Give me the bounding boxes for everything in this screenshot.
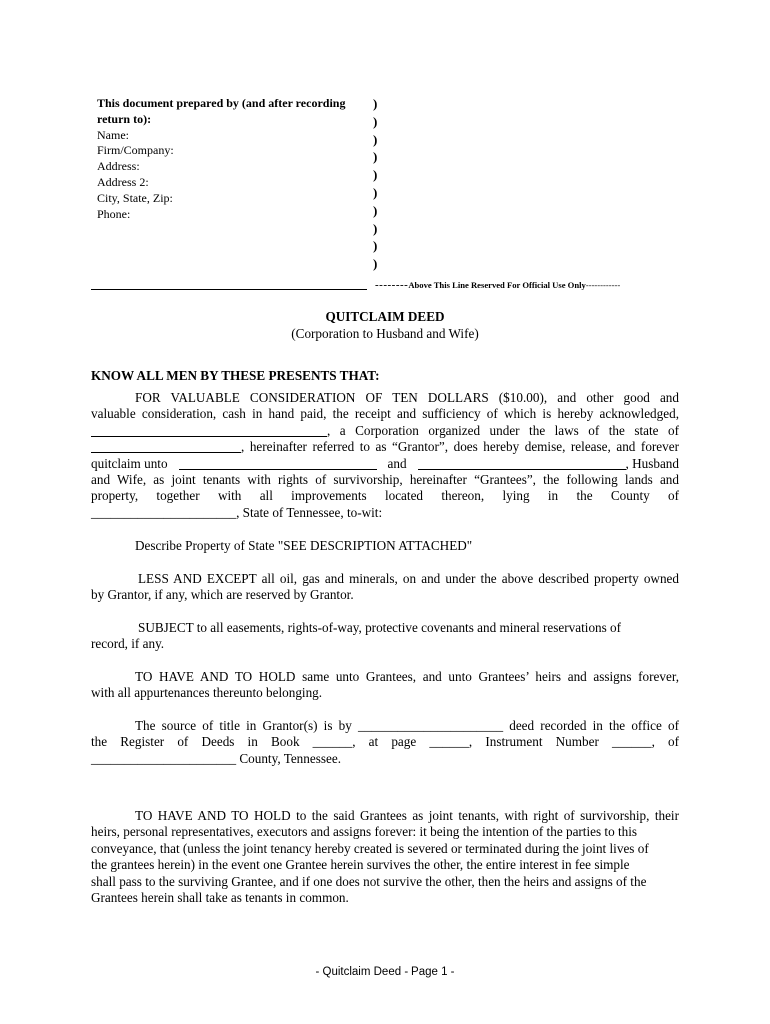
bracket: ): [373, 238, 378, 254]
footer-page-number: Page 1 -: [411, 966, 455, 978]
consideration-line-3: , a Corporation organized under the laws of the state of: [91, 423, 679, 439]
subject-line-1: SUBJECT to all easements, rights-of-way, protective covenants and mineral reservations of: [138, 620, 622, 635]
reserved-tail: ------------: [585, 280, 621, 290]
grantor-state-blank[interactable]: [91, 439, 241, 453]
consideration-line-1: FOR VALUABLE CONSIDERATION OF TEN DOLLARS ($10.00), and other good and: [135, 390, 679, 405]
consideration-line-8: ______________________, State of Tennessee, to-wit:: [91, 504, 383, 520]
reserved-dashes: --------: [375, 279, 409, 291]
field-firm: Firm/Company:: [97, 143, 174, 158]
footer-label: - Quitclaim Deed -: [315, 966, 409, 978]
consideration-line-6: and Wife, as joint tenants with rights of survivorship, hereinafter “Grantees”, the following lands and: [91, 472, 679, 488]
bracket: ): [373, 113, 378, 129]
joint-tenancy-paragraph: [91, 808, 679, 906]
joint-line-2: heirs, personal representatives, executors and assigns forever: it being the intention of the parties to this: [91, 824, 638, 840]
consideration-line-2: valuable consideration, cash in hand paid, the receipt and sufficiency of which is hereby acknowledged,: [91, 406, 679, 422]
field-name: Name:: [97, 127, 129, 142]
bracket: ): [373, 131, 378, 147]
joint-line-3: conveyance, that (unless the joint tenancy hereby created is severed or terminated during the joint lives of: [91, 840, 649, 856]
field-phone: Phone:: [97, 206, 131, 221]
less-except-line-2: by Grantor, if any, which are reserved by Grantor.: [91, 587, 354, 603]
bracket: ): [373, 184, 378, 200]
consideration-line-7: property, together with all improvements located thereon, lying in the County of: [91, 488, 679, 504]
bracket: ): [373, 149, 378, 165]
consideration-paragraph: [91, 390, 679, 521]
subject-line-2: record, if any.: [91, 636, 165, 652]
habendum-paragraph: [91, 669, 679, 702]
field-city-state-zip: City, State, Zip:: [97, 190, 173, 205]
bracket: ): [373, 96, 378, 111]
grantor-name-blank[interactable]: [91, 423, 327, 437]
joint-line-1: TO HAVE AND TO HOLD to the said Grantees as joint tenants, with right of survivorship, their: [135, 808, 679, 823]
bracket: ): [373, 167, 378, 183]
joint-line-4: the grantees herein) in the event one Grantee herein survives the other, the entire interest in fee simple: [91, 857, 630, 873]
source-line-1: The source of title in Grantor(s) is by ______________________ deed recorded in the office of: [135, 718, 679, 733]
bracket-column: [373, 95, 385, 273]
source-line-2: the Register of Deeds in Book ______, at page ______, Instrument Number ______, of: [91, 734, 679, 750]
prepared-by-line1: This document prepared by (and after recording: [97, 96, 346, 110]
describe-property: Describe Property of State "SEE DESCRIPTION ATTACHED": [135, 538, 473, 553]
reserved-text: Above This Line Reserved For Official Use Only: [408, 280, 586, 290]
less-except-line-1: LESS AND EXCEPT all oil, gas and minerals, on and under the above described property owned: [138, 571, 679, 586]
grantee-wife-blank[interactable]: [418, 456, 626, 470]
consideration-line-5: quitclaim unto and , Husband: [91, 455, 679, 471]
bracket: ): [373, 202, 378, 218]
habendum-line-2: with all appurtenances thereunto belonging.: [91, 685, 323, 701]
signature-line: [91, 289, 367, 290]
joint-line-5: shall pass to the surviving Grantee, and if one does not survive the other, then the heirs and assigns of the: [91, 873, 647, 889]
preparer-block: [97, 96, 367, 222]
bracket: ): [373, 220, 378, 236]
reserved-notice: [375, 277, 620, 293]
field-address: Address:: [97, 159, 140, 174]
prepared-by-line2: return to):: [97, 111, 152, 126]
consideration-line-4: , hereinafter referred to as “Grantor”, does hereby demise, release, and forever: [91, 439, 679, 455]
bracket: ): [373, 256, 378, 272]
page-footer: [0, 964, 770, 980]
field-address2: Address 2:: [97, 174, 149, 189]
source-of-title-paragraph: [91, 718, 679, 767]
joint-line-6: Grantees herein shall take as tenants in common.: [91, 890, 349, 906]
less-except-paragraph: [91, 571, 679, 604]
source-line-3: ______________________ County, Tennessee.: [91, 750, 341, 766]
subject-paragraph: [91, 620, 679, 653]
grantee-husband-blank[interactable]: [179, 456, 377, 470]
document-subtitle: (Corporation to Husband and Wife): [291, 326, 479, 341]
document-title: QUITCLAIM DEED: [325, 309, 445, 324]
know-all-men-heading: KNOW ALL MEN BY THESE PRESENTS THAT:: [91, 368, 380, 383]
habendum-line-1: TO HAVE AND TO HOLD same unto Grantees, and unto Grantees’ heirs and assigns forever,: [135, 669, 679, 684]
